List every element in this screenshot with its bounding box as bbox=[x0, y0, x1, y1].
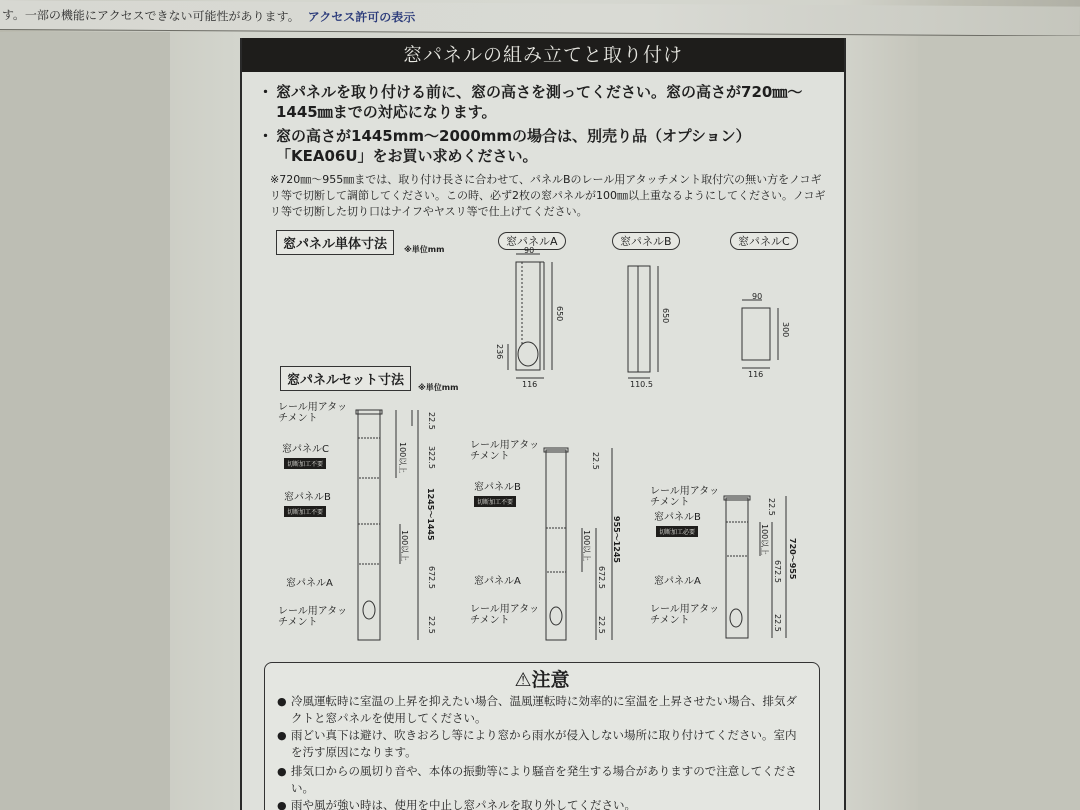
set2-range: 955～1245 bbox=[612, 516, 621, 563]
intro-section bbox=[242, 72, 844, 220]
panel-a-top-width: 90 bbox=[524, 246, 535, 255]
view-permissions-link[interactable]: アクセス許可の表示 bbox=[307, 9, 416, 25]
single-dims-unit: ※単位mm bbox=[404, 245, 445, 254]
set3-top-rail-label: レール用アタッチメント bbox=[650, 486, 720, 508]
dimension-diagram bbox=[242, 226, 844, 646]
panel-c-label: 窓パネルC bbox=[730, 232, 798, 250]
set2-bottom-dim: 22.5 bbox=[597, 616, 606, 634]
set1-lower-dim: 672.5 bbox=[427, 566, 436, 589]
set1-panel-b-tag: 切断加工不要 bbox=[284, 506, 326, 517]
set3-bottom-rail-label: レール用アタッチメント bbox=[650, 604, 720, 626]
set3-lower-dim: 672.5 bbox=[773, 560, 782, 583]
panel-c-height: 300 bbox=[781, 322, 790, 338]
set3-bottom-dim: 22.5 bbox=[773, 614, 782, 632]
set1-bottom-rail-label: レール用アタッチメント bbox=[278, 606, 348, 628]
set3-top-dim: 22.5 bbox=[767, 498, 776, 516]
caution-item: ● 排気口からの風切り音や、本体の振動等により騒音を発生する場合がありますので注意してください。 bbox=[279, 763, 805, 797]
viewer-background-right bbox=[918, 36, 1080, 810]
panel-a-bottom-width: 116 bbox=[522, 380, 538, 389]
set2-bottom-rail-label: レール用アタッチメント bbox=[470, 604, 540, 626]
set1-panel-c-tag: 切断加工不要 bbox=[284, 458, 326, 469]
set1-panel-b-label: 窓パネルB bbox=[284, 492, 331, 503]
bullet-option-kea06u: ・ 窓の高さが1445mm～2000mmの場合は、別売り品（オプション）「KEA06U」をお買い求めください。 bbox=[262, 126, 832, 166]
caution-item: ● 冷風運転時に室温の上昇を抑えたい場合、温風運転時に効率的に室温を上昇させたい場合、排気ダクトと窓パネルを使用してください。 bbox=[279, 693, 805, 727]
panel-b-bottom-width: 110.5 bbox=[630, 380, 653, 389]
set1-overlap1: 100以上 bbox=[398, 442, 407, 474]
set3-panel-b-label: 窓パネルB bbox=[654, 512, 701, 523]
infobar-message: す。一部の機能にアクセスできない可能性があります。 bbox=[1, 8, 300, 24]
caution-heading bbox=[279, 667, 805, 693]
viewer-background-left bbox=[0, 32, 170, 810]
set1-panel-c-label: 窓パネルC bbox=[282, 444, 329, 455]
set1-upper-dim: 322.5 bbox=[427, 446, 436, 469]
panel-c-top-width: 90 bbox=[752, 292, 763, 301]
set3-overlap: 100以上 bbox=[760, 524, 769, 556]
panel-a-height: 650 bbox=[555, 306, 564, 322]
bullet-window-height: ・ 窓パネルを取り付ける前に、窓の高さを測ってください。窓の高さが720㎜～1445㎜までの対応になります。 bbox=[262, 82, 832, 122]
set3-panel-a-label: 窓パネルA bbox=[654, 576, 701, 587]
set2-panel-a-label: 窓パネルA bbox=[474, 576, 521, 587]
panel-a-hole: 236 bbox=[495, 344, 504, 360]
set2-top-rail-label: レール用アタッチメント bbox=[470, 440, 540, 462]
warning-triangle-icon: ⚠ bbox=[514, 669, 532, 691]
set3-range: 720～955 bbox=[788, 538, 797, 580]
panel-b-height: 650 bbox=[661, 308, 670, 324]
set1-top-dim: 22.5 bbox=[427, 412, 436, 430]
set1-bottom-dim: 22.5 bbox=[427, 616, 436, 634]
panel-c-bottom-width: 116 bbox=[748, 370, 764, 379]
panel-a-label: 窓パネルA bbox=[498, 232, 566, 250]
set1-range: 1245～1445 bbox=[426, 488, 435, 541]
set1-overlap2: 100以上 bbox=[400, 530, 409, 562]
panel-b-label: 窓パネルB bbox=[612, 232, 680, 250]
set2-top-dim: 22.5 bbox=[591, 452, 600, 470]
set-dims-title: 窓パネルセット寸法 bbox=[280, 366, 411, 391]
caution-item: ● 雨や風が強い時は、使用を中止し窓パネルを取り外してください。 bbox=[279, 797, 805, 810]
set2-panel-b-label: 窓パネルB bbox=[474, 482, 521, 493]
caution-box bbox=[264, 662, 820, 810]
caution-item: ● 雨どい真下は避け、吹きおろし等により窓から雨水が侵入しない場所に取り付けてください。室内を汚す原因になります。 bbox=[279, 727, 805, 761]
set-dims-unit: ※単位mm bbox=[418, 383, 459, 392]
document-page bbox=[240, 38, 846, 810]
set1-top-rail-label: レール用アタッチメント bbox=[278, 402, 348, 424]
section-title: 窓パネルの組み立てと取り付け bbox=[242, 38, 844, 72]
set3-panel-b-tag: 切断加工必要 bbox=[656, 526, 698, 537]
cutting-note: ※720㎜～955㎜までは、取り付け長さに合わせて、パネルBのレール用アタッチメント取付穴の無い方をノコギリ等で切断して調節してください。この時、必ず2枚の窓パネルが100㎜以上重なるようにしてください。ノコギリ等で切断した切り口はナイフやヤスリ等で仕上げてください。 bbox=[270, 173, 826, 218]
set1-panel-a-label: 窓パネルA bbox=[286, 578, 333, 589]
single-dims-title: 窓パネル単体寸法 bbox=[276, 230, 394, 255]
set2-overlap: 100以上 bbox=[582, 530, 591, 562]
set2-lower-dim: 672.5 bbox=[597, 566, 606, 589]
caution-heading-text: 注意 bbox=[531, 669, 570, 691]
set2-panel-b-tag: 切断加工不要 bbox=[474, 496, 516, 507]
